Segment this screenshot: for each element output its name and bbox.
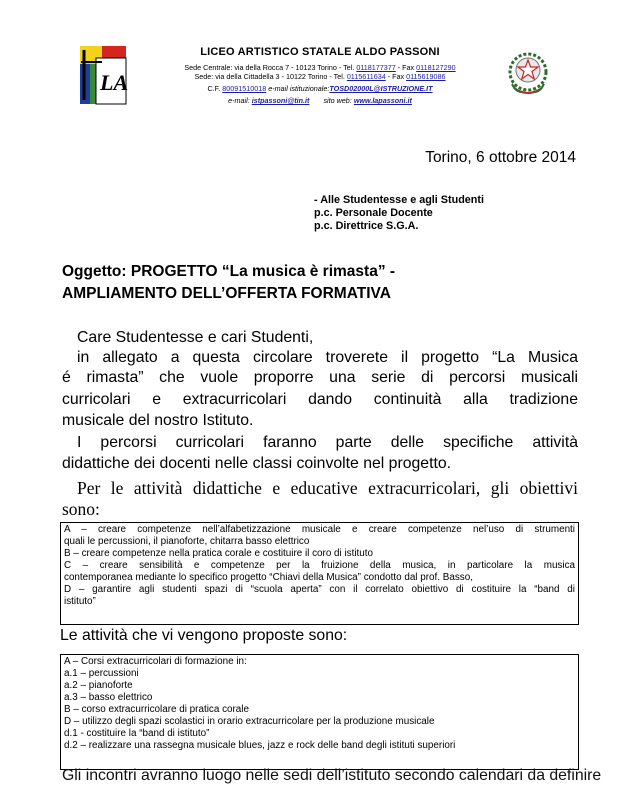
central-tel-link[interactable]: 0118177377 [356, 63, 396, 72]
objective-line: D – garantire agli studenti spazi di “scuola aperta” con il correlato obiettivo di costituire la “band di [64, 584, 575, 595]
recipient-students: - Alle Studentesse e agli Studenti [314, 194, 484, 206]
branch-address: Sede: via della Cittadella 3 - 10122 Torino - Tel. [194, 72, 347, 81]
objective-line: A – creare competenze nell’alfabetizzazione musicale e creare competenze nel’uso di strumenti [64, 524, 575, 535]
email-label: e-mail: [228, 96, 252, 105]
body-paragraph-1-line-2: é rimasta” che vuole proporre una serie di percorsi musicali [62, 369, 578, 386]
subject-line-2: AMPLIAMENTO DELL’OFFERTA FORMATIVA [62, 285, 391, 302]
letter-date: Torino, 6 ottobre 2014 [425, 149, 576, 166]
header-line-branch-office [130, 72, 510, 81]
school-name: LICEO ARTISTICO STATALE ALDO PASSONI [200, 46, 440, 58]
body-paragraph-3-line-2: sono: [62, 499, 100, 519]
header-line-contacts [130, 96, 510, 105]
header-line-central-office [130, 63, 510, 72]
subject-line-1: Oggetto: PROGETTO “La musica è rimasta” - [62, 263, 396, 280]
body-paragraph-1-line-4: musicale del nostro Istituto. [62, 412, 254, 429]
institutional-email-label: e-mail istituzionale: [266, 84, 330, 93]
italian-republic-emblem-icon [504, 48, 552, 100]
body-paragraph-1-line-1: in allegato a questa circolare troverete il progetto “La Musica [77, 349, 578, 366]
body-paragraph-2-line-1: I percorsi curricolari faranno parte delle specifiche attività [77, 434, 578, 451]
activities-heading: Le attività che vi vengono proposte sono: [60, 627, 348, 644]
objective-line: B – creare competenze nella pratica corale e costituire il coro di istituto [64, 548, 374, 559]
recipient-teachers: p.c. Personale Docente [314, 207, 433, 219]
activity-line: B – corso extracurricolare di pratica corale [64, 704, 249, 715]
body-paragraph-1-line-3: curricolari e extracurricolari dando continuità alla tradizione [62, 391, 578, 408]
branch-fax-label: - Fax [385, 72, 407, 81]
branch-fax-link[interactable]: 0115619086 [406, 72, 446, 81]
header-line-fiscal [130, 84, 510, 93]
activity-line: A – Corsi extracurricolari di formazione in: [64, 656, 247, 667]
branch-tel-link[interactable]: 0115611634 [346, 72, 386, 81]
cf-label: C.F. [207, 84, 223, 93]
objective-line: quali le percussioni, il pianoforte, chitarra basso elettrico [64, 536, 310, 547]
central-address: Sede Centrale: via della Rocca 7 - 10123 Torino - Tel. [184, 63, 357, 72]
objective-line: istituto” [64, 596, 96, 607]
activity-line: D – utilizzo degli spazi scolastici in orario extracurricolare per la produzione musicale [64, 716, 435, 727]
activity-line: d.2 – realizzare una rassegna musicale blues, jazz e rock delle band degli istituti superiori [64, 740, 456, 751]
institutional-email-link[interactable]: TOSD02000L@ISTRUZIONE.IT [329, 84, 433, 93]
activities-box [60, 654, 579, 770]
school-logo [78, 44, 130, 106]
greeting: Care Studentesse e cari Studenti, [77, 329, 314, 346]
central-fax-label: - Fax [395, 63, 417, 72]
logo-lettering: LA [100, 70, 129, 95]
activity-line: a.3 – basso elettrico [64, 692, 153, 703]
body-paragraph-2-line-2: didattiche dei docenti nelle classi coinvolte nel progetto. [62, 455, 452, 472]
cut-off-text: Gli incontri avranno luogo nelle sedi dell’istituto secondo calendari da definire [62, 767, 602, 784]
cut-off-text-line [62, 767, 602, 784]
activity-line: a.1 – percussioni [64, 668, 139, 679]
central-fax-link[interactable]: 0118127290 [416, 63, 456, 72]
website-link[interactable]: www.lapassoni.it [353, 96, 412, 105]
objective-line: C – creare sensibilità e competenze per la fruizione della musica, in particolare la musica [64, 560, 575, 571]
recipient-director: p.c. Direttrice S.G.A. [314, 220, 419, 232]
activity-line: a.2 – pianoforte [64, 680, 133, 691]
objective-line: contemporanea mediante lo specifico progetto “Chiavi della Musica” condotto dal prof. Basso, [64, 572, 473, 583]
email-link[interactable]: istpassoni@tin.it [251, 96, 310, 105]
cf-link[interactable]: 80091510018 [222, 84, 267, 93]
activity-line: d.1 - costituire la “band di istituto” [64, 728, 210, 739]
body-paragraph-3-line-1: Per le attività didattiche e educative extracurricolari, gli obiettivi [77, 478, 578, 498]
objectives-box [60, 522, 579, 625]
website-label: sito web: [323, 96, 354, 105]
